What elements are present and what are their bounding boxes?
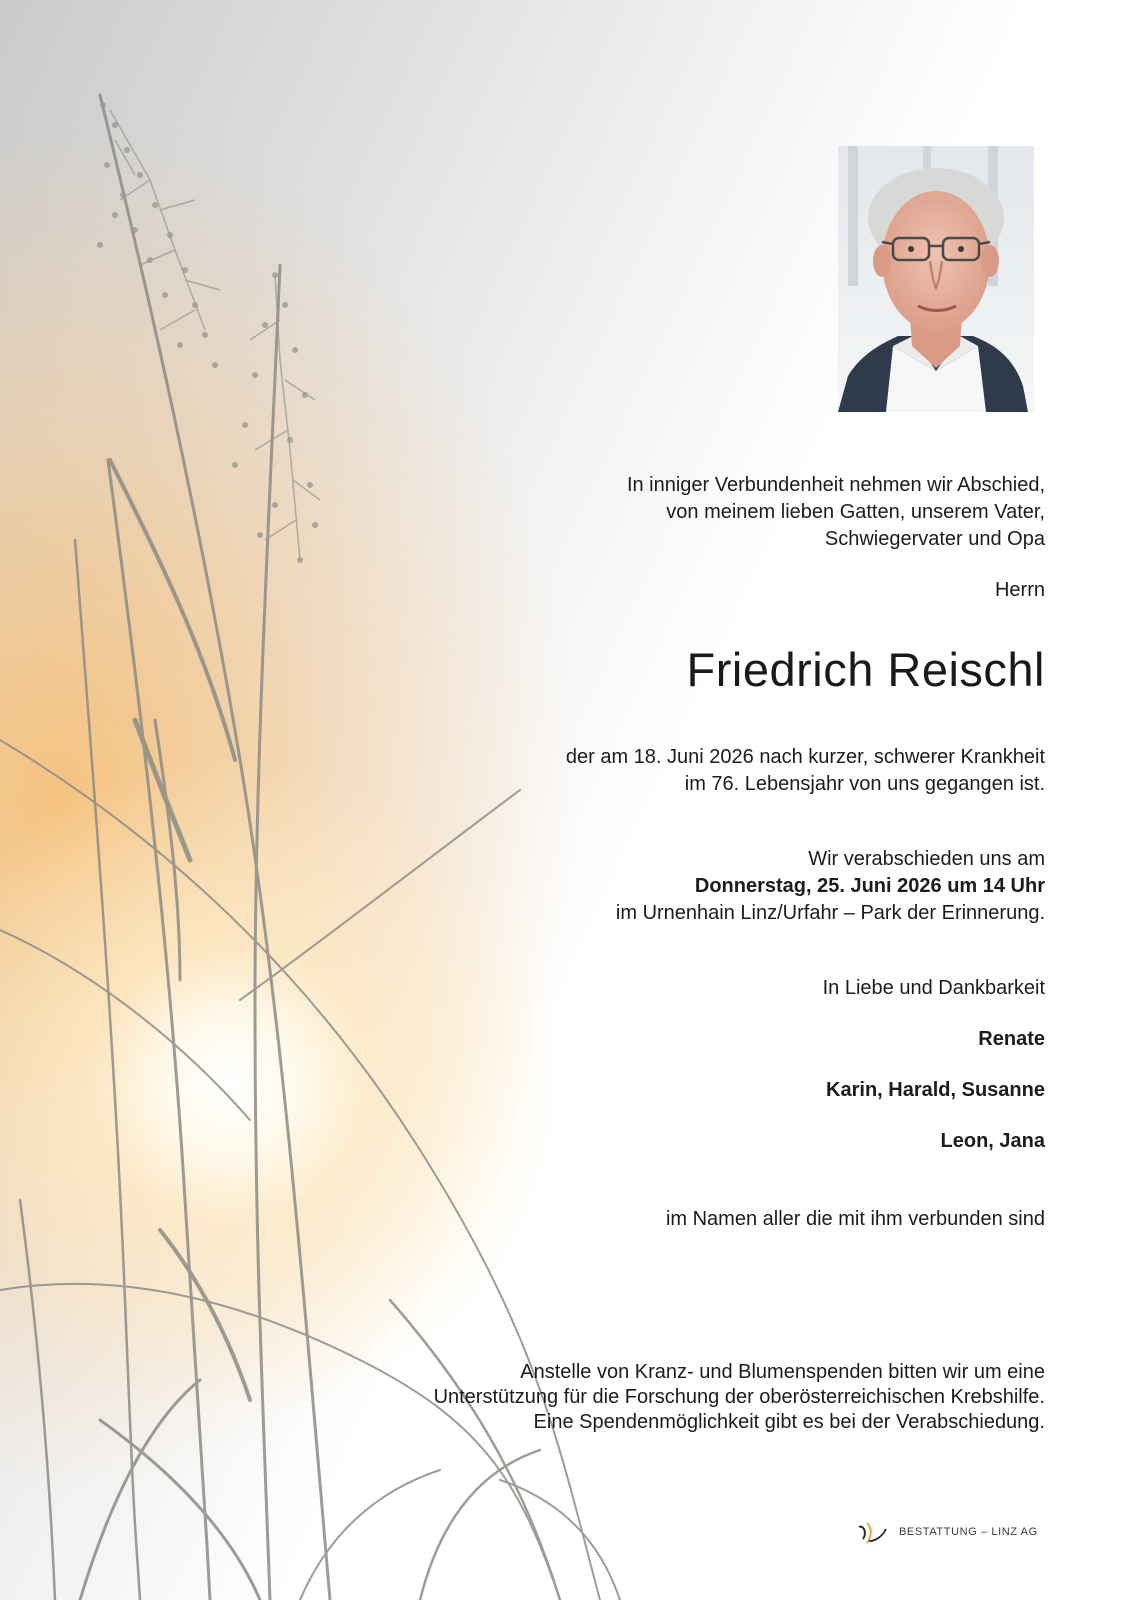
swirl-logo-icon [855,1519,889,1545]
intro-line: Schwiegervater und Opa [824,528,1045,550]
intro-line: von meinem lieben Gatten, unserem Vater, [666,501,1045,523]
donation-line: Unterstützung für die Forschung der oberösterreichischen Krebshilfe. [433,1386,1045,1408]
donation-line: Eine Spendenmöglichkeit gibt es bei der Verabschiedung. [533,1411,1045,1433]
death-notice-line: im 76. Lebensjahr von uns gegangen ist. [684,773,1045,795]
mourner-name: Renate [978,1028,1045,1050]
funeral-home-logo [855,1517,1045,1547]
deceased-name: Friedrich Reischl [686,643,1045,696]
intro-line: In inniger Verbundenheit nehmen wir Abschied, [626,474,1045,496]
portrait-photo [838,146,1034,412]
donation-line: Anstelle von Kranz- und Blumenspenden bitten wir um eine [520,1361,1045,1383]
mourner-name: Leon, Jana [940,1130,1045,1152]
donation-text [434,1360,1045,1435]
mourner-name: Karin, Harald, Susanne [826,1079,1045,1101]
on-behalf-text: im Namen aller die mit ihm verbunden sind [665,1208,1045,1230]
death-notice-line: der am 18. Juni 2026 nach kurzer, schwerer Krankheit [565,746,1045,768]
farewell-intro: Wir verabschieden uns am [808,848,1045,870]
death-notice [566,744,1045,798]
salutation: Herrn [994,579,1045,601]
farewell-date-time: Donnerstag, 25. Juni 2026 um 14 Uhr [694,875,1045,897]
intro-text [627,472,1045,553]
closing-text: In Liebe und Dankbarkeit [822,977,1045,999]
logo-text: BESTATTUNG – LINZ AG [899,1526,1038,1538]
farewell-details [616,846,1045,927]
farewell-location: im Urnenhain Linz/Urfahr – Park der Erinnerung. [615,902,1045,924]
